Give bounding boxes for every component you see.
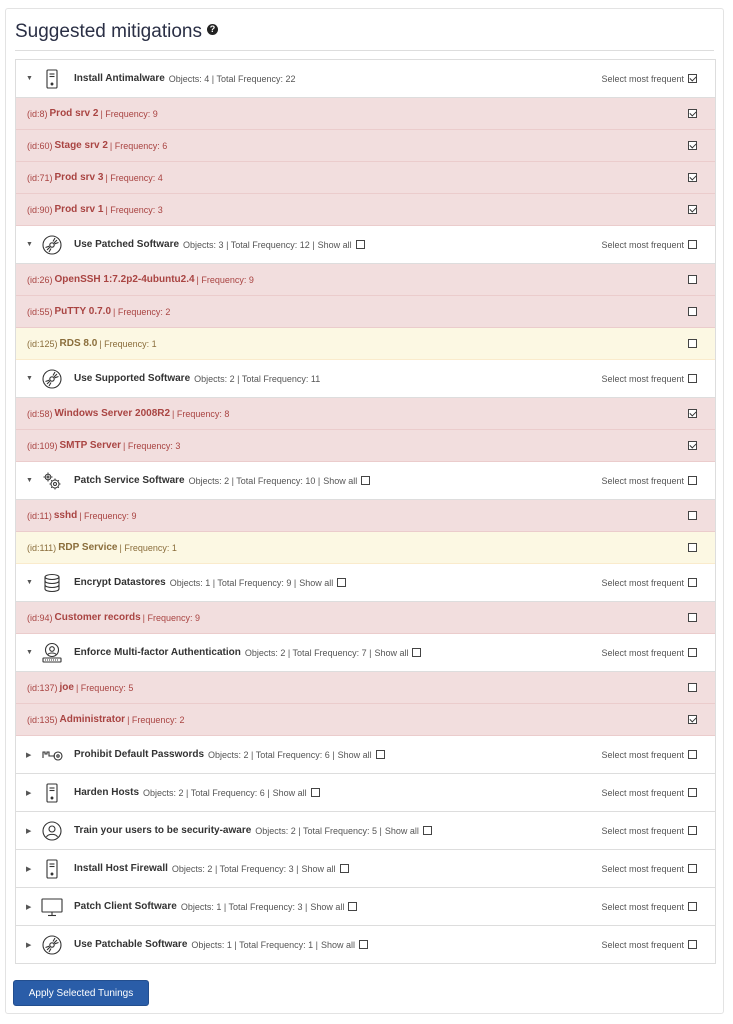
disc-icon [40,233,64,257]
caret-down-icon[interactable]: ▼ [26,375,33,382]
item-name: OpenSSH 1:7.2p2-4ubuntu2.4 [54,274,195,285]
item-checkbox[interactable] [688,409,697,418]
caret-down-icon[interactable]: ▼ [26,477,33,484]
item-checkbox[interactable] [688,511,697,520]
item-checkbox-wrap[interactable] [684,441,697,450]
show-all-label: Show all [374,647,409,658]
select-most-frequent-label: Select most frequent [601,787,684,798]
item-frequency: | Frequency: 3 [123,440,181,451]
mitigation-item[interactable] [16,296,715,328]
select-most-frequent[interactable] [601,940,697,950]
server-icon [40,67,64,91]
group-title: Use Patched Software [74,239,180,250]
item-name: sshd [53,510,78,521]
group-title: Enforce Multi-factor Authentication [74,647,241,658]
show-all-toggle[interactable] [307,902,357,912]
caret-right-icon[interactable]: ▶ [26,941,32,949]
group-title: Use Patchable Software [74,939,188,950]
item-frequency: | Frequency: 2 [113,306,171,317]
select-most-frequent-checkbox[interactable] [688,902,697,911]
group-meta: Objects: 2 | Total Frequency: 6 | [208,749,335,760]
item-checkbox[interactable] [688,205,697,214]
mitigation-item[interactable] [16,532,715,564]
show-all-label: Show all [317,239,352,250]
select-most-frequent-checkbox[interactable] [688,648,697,657]
group-title: Install Host Firewall [74,863,168,874]
caret-right-icon[interactable]: ▶ [26,789,32,797]
caret-right-icon[interactable]: ▶ [26,865,32,873]
show-all-toggle[interactable] [315,240,365,250]
mitigation-list [15,59,716,964]
select-most-frequent[interactable] [601,902,697,912]
show-all-checkbox[interactable] [423,826,432,835]
item-frequency: | Frequency: 9 [142,612,201,623]
item-frequency: | Frequency: 2 [127,714,185,725]
mitigation-item[interactable] [16,430,715,462]
item-checkbox[interactable] [688,307,697,316]
item-id: (id:11) [27,510,52,521]
select-most-frequent-label: Select most frequent [601,749,684,760]
select-most-frequent[interactable] [601,74,697,84]
caret-down-icon[interactable]: ▼ [26,579,33,586]
group-title: Encrypt Datastores [74,577,166,588]
disc-icon [40,367,64,391]
select-most-frequent-label: Select most frequent [601,475,684,486]
select-most-frequent-label: Select most frequent [601,577,684,588]
group-meta: Objects: 2 | Total Frequency: 10 | [188,475,321,486]
show-all-checkbox[interactable] [348,902,357,911]
item-checkbox-wrap[interactable] [684,339,697,348]
mitigation-group[interactable] [16,564,715,602]
show-all-toggle[interactable] [296,578,346,588]
group-title: Patch Service Software [74,475,185,486]
show-all-toggle[interactable] [270,788,320,798]
item-frequency: | Frequency: 9 [196,274,254,285]
item-checkbox[interactable] [688,339,697,348]
mitigation-group[interactable] [16,888,715,926]
item-id: (id:55) [27,306,53,317]
disc-icon [40,933,64,957]
select-most-frequent[interactable] [601,648,697,658]
group-title: Harden Hosts [74,787,140,798]
show-all-label: Show all [320,939,355,950]
group-meta: Objects: 2 | Total Frequency: 11 [194,373,321,384]
item-checkbox-wrap[interactable] [684,613,697,622]
show-all-label: Show all [337,749,372,760]
item-id: (id:94) [27,612,53,623]
select-most-frequent[interactable] [601,374,697,384]
item-name: joe [59,682,74,693]
show-all-checkbox[interactable] [359,940,368,949]
group-title: Install Antimalware [74,73,165,84]
item-name: RDS 8.0 [59,338,98,349]
select-most-frequent-label: Select most frequent [601,825,684,836]
item-frequency: | Frequency: 3 [105,204,163,215]
mitigation-group[interactable] [16,634,715,672]
apply-selected-tunings-button[interactable]: Apply Selected Tunings [13,980,149,1006]
item-frequency: | Frequency: 5 [75,682,134,693]
mitigation-item[interactable] [16,704,715,736]
item-id: (id:60) [27,140,53,151]
item-name: Prod srv 3 [54,172,104,183]
show-all-label: Show all [301,863,336,874]
select-most-frequent-checkbox[interactable] [688,374,697,383]
group-meta: Objects: 1 | Total Frequency: 3 | [180,901,308,912]
item-checkbox-wrap[interactable] [684,141,697,150]
item-frequency: | Frequency: 8 [172,408,230,419]
show-all-label: Show all [299,577,334,588]
select-most-frequent[interactable] [601,826,697,836]
show-all-toggle[interactable] [299,864,349,874]
show-all-toggle[interactable] [318,940,368,950]
item-id: (id:125) [27,338,58,349]
item-name: Customer records [54,612,141,623]
monitor-icon [40,895,64,919]
mitigation-group[interactable] [16,774,715,812]
show-all-toggle[interactable] [382,826,432,836]
item-checkbox[interactable] [688,543,697,552]
title-text: Suggested mitigations [15,21,202,42]
item-checkbox-wrap[interactable] [684,173,697,182]
show-all-label: Show all [272,787,307,798]
group-meta: Objects: 2 | Total Frequency: 3 | [171,863,299,874]
item-checkbox[interactable] [688,613,697,622]
group-meta: Objects: 2 | Total Frequency: 7 | [244,647,372,658]
select-most-frequent[interactable] [601,578,697,588]
group-title: Use Supported Software [74,373,191,384]
mitigation-group[interactable] [16,736,715,774]
item-frequency: | Frequency: 9 [100,108,158,119]
caret-right-icon[interactable]: ▶ [26,751,32,759]
mitigation-item[interactable] [16,602,715,634]
item-checkbox-wrap[interactable] [684,307,697,316]
mitigation-item[interactable] [16,194,715,226]
item-checkbox[interactable] [688,141,697,150]
select-most-frequent-label: Select most frequent [601,901,684,912]
caret-down-icon[interactable]: ▼ [26,649,33,656]
show-all-label: Show all [310,901,345,912]
show-all-toggle[interactable] [371,648,421,658]
show-all-checkbox[interactable] [356,240,365,249]
show-all-checkbox[interactable] [412,648,421,657]
select-most-frequent-checkbox[interactable] [688,788,697,797]
item-id: (id:90) [27,204,53,215]
item-checkbox[interactable] [688,683,697,692]
item-checkbox-wrap[interactable] [684,543,697,552]
item-checkbox[interactable] [688,173,697,182]
item-name: Administrator [59,714,126,725]
select-most-frequent-checkbox[interactable] [688,826,697,835]
item-frequency: | Frequency: 6 [109,140,168,151]
mitigation-group[interactable] [16,462,715,500]
show-all-checkbox[interactable] [311,788,320,797]
item-frequency: | Frequency: 1 [119,542,177,553]
show-all-label: Show all [323,475,358,486]
select-most-frequent-label: Select most frequent [601,73,684,84]
select-most-frequent-checkbox[interactable] [688,578,697,587]
caret-right-icon[interactable]: ▶ [26,827,32,835]
item-id: (id:58) [27,408,53,419]
group-title: Prohibit Default Passwords [74,749,205,760]
select-most-frequent[interactable] [601,476,697,486]
item-name: Prod srv 1 [54,204,104,215]
caret-right-icon[interactable]: ▶ [26,903,32,911]
select-most-frequent[interactable] [601,750,697,760]
item-checkbox-wrap[interactable] [684,205,697,214]
item-id: (id:71) [27,172,53,183]
mitigation-item[interactable] [16,264,715,296]
show-all-checkbox[interactable] [337,578,346,587]
group-meta: Objects: 3 | Total Frequency: 12 | [183,239,315,250]
mitigation-item[interactable] [16,162,715,194]
server-icon [40,857,64,881]
select-most-frequent-checkbox[interactable] [688,476,697,485]
mitigation-group[interactable] [16,60,715,98]
item-checkbox[interactable] [688,441,697,450]
select-most-frequent-label: Select most frequent [601,939,684,950]
item-id: (id:109) [27,440,58,451]
group-meta: Objects: 2 | Total Frequency: 6 | [143,787,270,798]
title-divider [15,50,714,51]
user-icon [40,819,64,843]
select-most-frequent-label: Select most frequent [601,647,684,658]
mitigation-group[interactable] [16,812,715,850]
item-checkbox-wrap[interactable] [684,275,697,284]
group-meta: Objects: 1 | Total Frequency: 1 | [191,939,318,950]
item-checkbox-wrap[interactable] [684,409,697,418]
caret-down-icon[interactable]: ▼ [26,75,33,82]
select-most-frequent-label: Select most frequent [601,239,684,250]
item-name: SMTP Server [59,440,122,451]
item-name: RDP Service [58,542,118,553]
mitigation-group[interactable] [16,360,715,398]
show-all-toggle[interactable] [320,476,370,486]
item-frequency: | Frequency: 9 [79,510,137,521]
item-id: (id:26) [27,274,53,285]
user-terminal-icon [40,641,64,665]
select-most-frequent[interactable] [601,864,697,874]
show-all-checkbox[interactable] [340,864,349,873]
mitigation-group[interactable] [16,926,715,964]
item-id: (id:8) [27,108,48,119]
item-id: (id:137) [27,682,58,693]
mitigation-group[interactable] [16,226,715,264]
mitigation-item[interactable] [16,672,715,704]
group-title: Patch Client Software [74,901,177,912]
item-checkbox-wrap[interactable] [684,715,697,724]
item-checkbox[interactable] [688,275,697,284]
item-id: (id:135) [27,714,58,725]
gears-icon [40,469,64,493]
group-meta: Objects: 1 | Total Frequency: 9 | [169,577,297,588]
item-checkbox-wrap[interactable] [684,683,697,692]
show-all-label: Show all [384,825,419,836]
select-most-frequent[interactable] [601,240,697,250]
mitigation-item[interactable] [16,130,715,162]
mitigations-panel [5,8,724,1014]
item-checkbox[interactable] [688,715,697,724]
select-most-frequent-checkbox[interactable] [688,750,697,759]
group-meta: Objects: 4 | Total Frequency: 22 [168,73,296,84]
select-most-frequent-label: Select most frequent [601,863,684,874]
mitigation-item[interactable] [16,398,715,430]
item-id: (id:111) [27,542,57,553]
server-icon [40,781,64,805]
key-icon [40,743,64,767]
page-title [15,21,218,43]
select-most-frequent-checkbox[interactable] [688,864,697,873]
show-all-checkbox[interactable] [376,750,385,759]
group-title: Train your users to be security-aware [74,825,252,836]
help-icon[interactable]: ? [207,24,218,35]
caret-down-icon[interactable]: ▼ [26,241,33,248]
item-name: PuTTY 0.7.0 [54,306,112,317]
show-all-checkbox[interactable] [361,476,370,485]
mitigation-item[interactable] [16,500,715,532]
select-most-frequent-label: Select most frequent [601,373,684,384]
item-frequency: | Frequency: 4 [105,172,163,183]
select-most-frequent[interactable] [601,788,697,798]
item-checkbox[interactable] [688,109,697,118]
item-checkbox-wrap[interactable] [684,109,697,118]
mitigation-item[interactable] [16,98,715,130]
item-frequency: | Frequency: 1 [99,338,157,349]
mitigation-group[interactable] [16,850,715,888]
item-name: Windows Server 2008R2 [54,408,171,419]
item-name: Stage srv 2 [54,140,108,151]
mitigation-item[interactable] [16,328,715,360]
show-all-toggle[interactable] [335,750,385,760]
group-meta: Objects: 2 | Total Frequency: 5 | [255,825,382,836]
item-checkbox-wrap[interactable] [684,511,697,520]
select-most-frequent-checkbox[interactable] [688,74,697,83]
item-name: Prod srv 2 [49,108,99,119]
select-most-frequent-checkbox[interactable] [688,940,697,949]
database-icon [40,571,64,595]
select-most-frequent-checkbox[interactable] [688,240,697,249]
